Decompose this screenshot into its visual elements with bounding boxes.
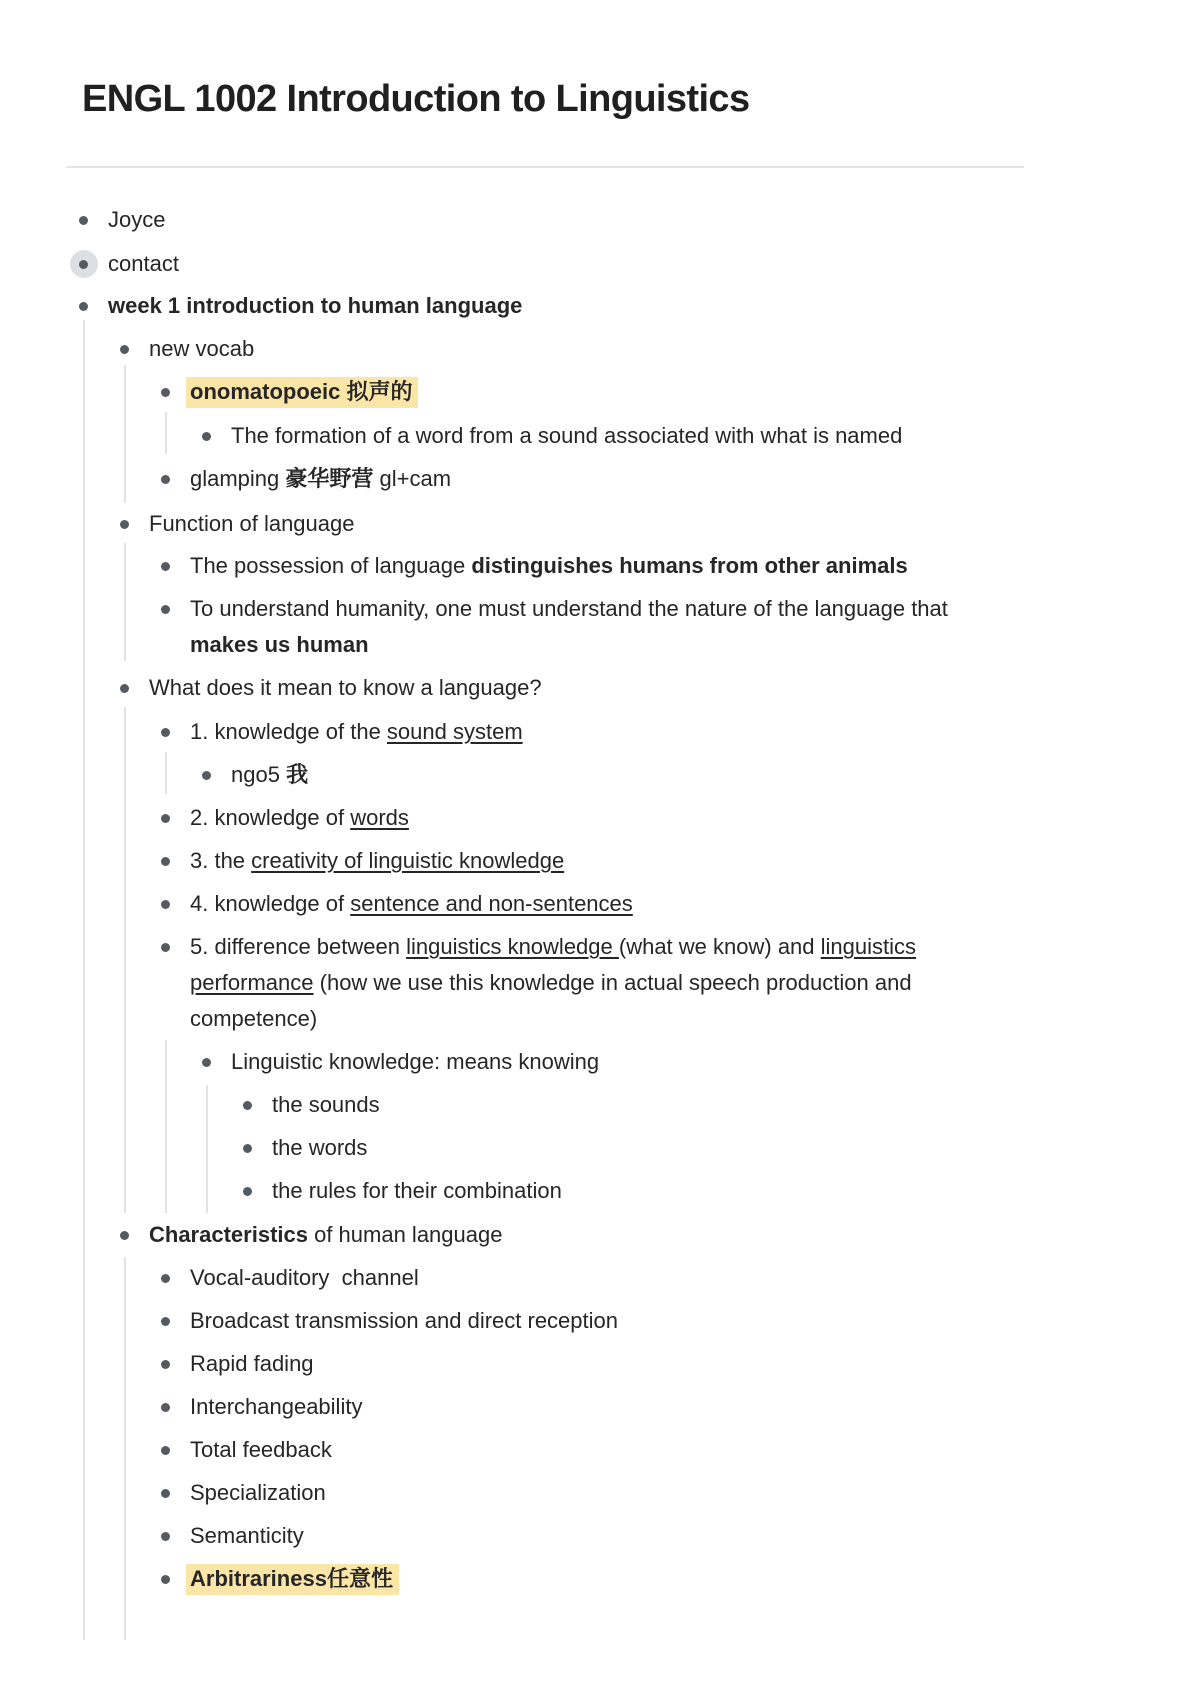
list-item[interactable] bbox=[231, 757, 308, 793]
item-text: Broadcast transmission and direct reception bbox=[190, 1308, 618, 1333]
list-item[interactable] bbox=[190, 886, 633, 922]
bullet[interactable] bbox=[161, 605, 170, 614]
bullet[interactable] bbox=[202, 1058, 211, 1067]
list-item[interactable] bbox=[190, 843, 564, 879]
item-text: The formation of a word from a sound associated with what is named bbox=[231, 423, 903, 448]
list-item[interactable] bbox=[190, 1260, 419, 1296]
list-item[interactable] bbox=[108, 288, 522, 324]
list-item[interactable] bbox=[149, 670, 542, 706]
item-text: Specialization bbox=[190, 1480, 326, 1505]
bullet[interactable] bbox=[161, 814, 170, 823]
item-text: the words bbox=[272, 1135, 368, 1160]
guide-line-week1 bbox=[83, 320, 85, 1640]
item-text-bold: distinguishes humans from other animals bbox=[471, 553, 908, 578]
bullet[interactable] bbox=[161, 1274, 170, 1283]
item-text: the sounds bbox=[272, 1092, 380, 1117]
list-item[interactable] bbox=[190, 1561, 399, 1597]
item-text: 2. knowledge of bbox=[190, 805, 351, 830]
list-item[interactable] bbox=[231, 1044, 599, 1080]
item-text-bold: Characteristics bbox=[149, 1222, 308, 1247]
list-item[interactable] bbox=[190, 800, 409, 836]
page-title: ENGL 1002 Introduction to Linguistics bbox=[82, 78, 750, 120]
highlighted-term: onomatopoeic 拟声的 bbox=[186, 377, 418, 408]
underlined-term: sentence and non-sentences bbox=[350, 891, 633, 916]
underlined-term: sound system bbox=[386, 719, 523, 744]
item-text: What does it mean to know a language? bbox=[149, 675, 542, 700]
guide-line-sound-system bbox=[165, 752, 167, 794]
list-item[interactable] bbox=[190, 548, 908, 584]
item-text: Total feedback bbox=[190, 1437, 332, 1462]
item-text: of human language bbox=[307, 1222, 503, 1247]
list-item[interactable] bbox=[190, 1346, 314, 1382]
bullet[interactable] bbox=[161, 1360, 170, 1369]
list-item[interactable] bbox=[190, 374, 418, 410]
list-item[interactable] bbox=[272, 1173, 562, 1209]
bullet[interactable] bbox=[161, 1317, 170, 1326]
list-item[interactable] bbox=[190, 461, 451, 497]
bullet[interactable] bbox=[161, 1403, 170, 1412]
item-text: contact bbox=[108, 251, 179, 276]
item-text: (how we use this knowledge in actual speech production and competence) bbox=[190, 970, 912, 1031]
bullet[interactable] bbox=[243, 1101, 252, 1110]
guide-line-know-language bbox=[124, 707, 126, 1213]
item-text: 4. knowledge of bbox=[190, 891, 351, 916]
item-text: Joyce bbox=[108, 207, 166, 232]
item-text-bold: makes us human bbox=[190, 632, 369, 657]
list-item[interactable] bbox=[108, 202, 165, 238]
bullet[interactable] bbox=[120, 345, 129, 354]
bullet[interactable] bbox=[161, 943, 170, 952]
item-text: Vocal-auditory channel bbox=[190, 1265, 419, 1290]
bullet[interactable] bbox=[243, 1187, 252, 1196]
item-text: 3. the bbox=[190, 848, 252, 873]
list-item[interactable] bbox=[272, 1087, 380, 1123]
list-item[interactable] bbox=[108, 246, 179, 282]
guide-line-linguistic-knowledge bbox=[206, 1085, 208, 1213]
underlined-term: linguistics knowledge bbox=[406, 934, 619, 959]
item-text: ngo5 bbox=[231, 762, 287, 787]
item-text-bold: 我 bbox=[286, 762, 309, 787]
bullet[interactable] bbox=[161, 562, 170, 571]
underlined-term: words bbox=[350, 805, 409, 830]
item-text: (what we know) and bbox=[618, 934, 821, 959]
highlighted-term: Arbitrariness任意性 bbox=[186, 1564, 399, 1595]
list-item[interactable] bbox=[190, 591, 990, 663]
bullet[interactable] bbox=[161, 1489, 170, 1498]
bullet[interactable] bbox=[120, 1231, 129, 1240]
underlined-term: creativity of linguistic knowledge bbox=[251, 848, 565, 873]
item-text: Semanticity bbox=[190, 1523, 304, 1548]
bullet[interactable] bbox=[120, 684, 129, 693]
bullet[interactable] bbox=[202, 432, 211, 441]
bullet-collapsed[interactable] bbox=[70, 250, 98, 278]
item-text: the rules for their combination bbox=[272, 1178, 562, 1203]
item-text: Interchangeability bbox=[190, 1394, 363, 1419]
item-text-bold: 豪华野营 bbox=[285, 466, 374, 491]
guide-line-function bbox=[124, 543, 126, 661]
bullet[interactable] bbox=[161, 728, 170, 737]
bullet[interactable] bbox=[79, 216, 88, 225]
bullet[interactable] bbox=[161, 1532, 170, 1541]
bullet[interactable] bbox=[161, 1446, 170, 1455]
item-text: To understand humanity, one must understand the nature of the language that bbox=[190, 596, 948, 621]
guide-line-new-vocab bbox=[124, 365, 126, 503]
list-item[interactable] bbox=[190, 1518, 304, 1554]
list-item[interactable] bbox=[190, 929, 960, 1037]
list-item[interactable] bbox=[149, 331, 254, 367]
list-item[interactable] bbox=[190, 1389, 362, 1425]
item-text: 5. difference between bbox=[190, 934, 407, 959]
item-text: Function of language bbox=[149, 511, 355, 536]
bullet[interactable] bbox=[79, 302, 88, 311]
bullet[interactable] bbox=[161, 388, 170, 397]
item-text: 1. knowledge of the bbox=[190, 719, 387, 744]
underlined-term: linguistics performance bbox=[190, 934, 917, 995]
bullet[interactable] bbox=[202, 771, 211, 780]
list-item[interactable] bbox=[190, 1432, 332, 1468]
bullet[interactable] bbox=[161, 475, 170, 484]
bullet[interactable] bbox=[161, 900, 170, 909]
item-text: The possession of language bbox=[190, 553, 472, 578]
guide-line-characteristics bbox=[124, 1257, 126, 1640]
bullet[interactable] bbox=[243, 1144, 252, 1153]
list-item[interactable] bbox=[149, 1217, 502, 1253]
item-text: Rapid fading bbox=[190, 1351, 314, 1376]
list-item[interactable] bbox=[190, 1475, 326, 1511]
bullet[interactable] bbox=[161, 1575, 170, 1584]
item-text: week 1 introduction to human language bbox=[108, 293, 523, 318]
guide-line-onomatopoeic bbox=[165, 412, 167, 454]
bullet[interactable] bbox=[120, 520, 129, 529]
list-item[interactable] bbox=[190, 714, 523, 750]
item-text: gl+cam bbox=[379, 466, 452, 491]
guide-line-difference bbox=[165, 1040, 167, 1213]
item-text: Linguistic knowledge: means knowing bbox=[231, 1049, 600, 1074]
list-item[interactable] bbox=[149, 506, 355, 542]
item-text: glamping bbox=[190, 466, 280, 491]
item-text: new vocab bbox=[149, 336, 255, 361]
bullet[interactable] bbox=[161, 857, 170, 866]
list-item[interactable] bbox=[272, 1130, 367, 1166]
list-item[interactable] bbox=[231, 418, 902, 454]
list-item[interactable] bbox=[190, 1303, 618, 1339]
